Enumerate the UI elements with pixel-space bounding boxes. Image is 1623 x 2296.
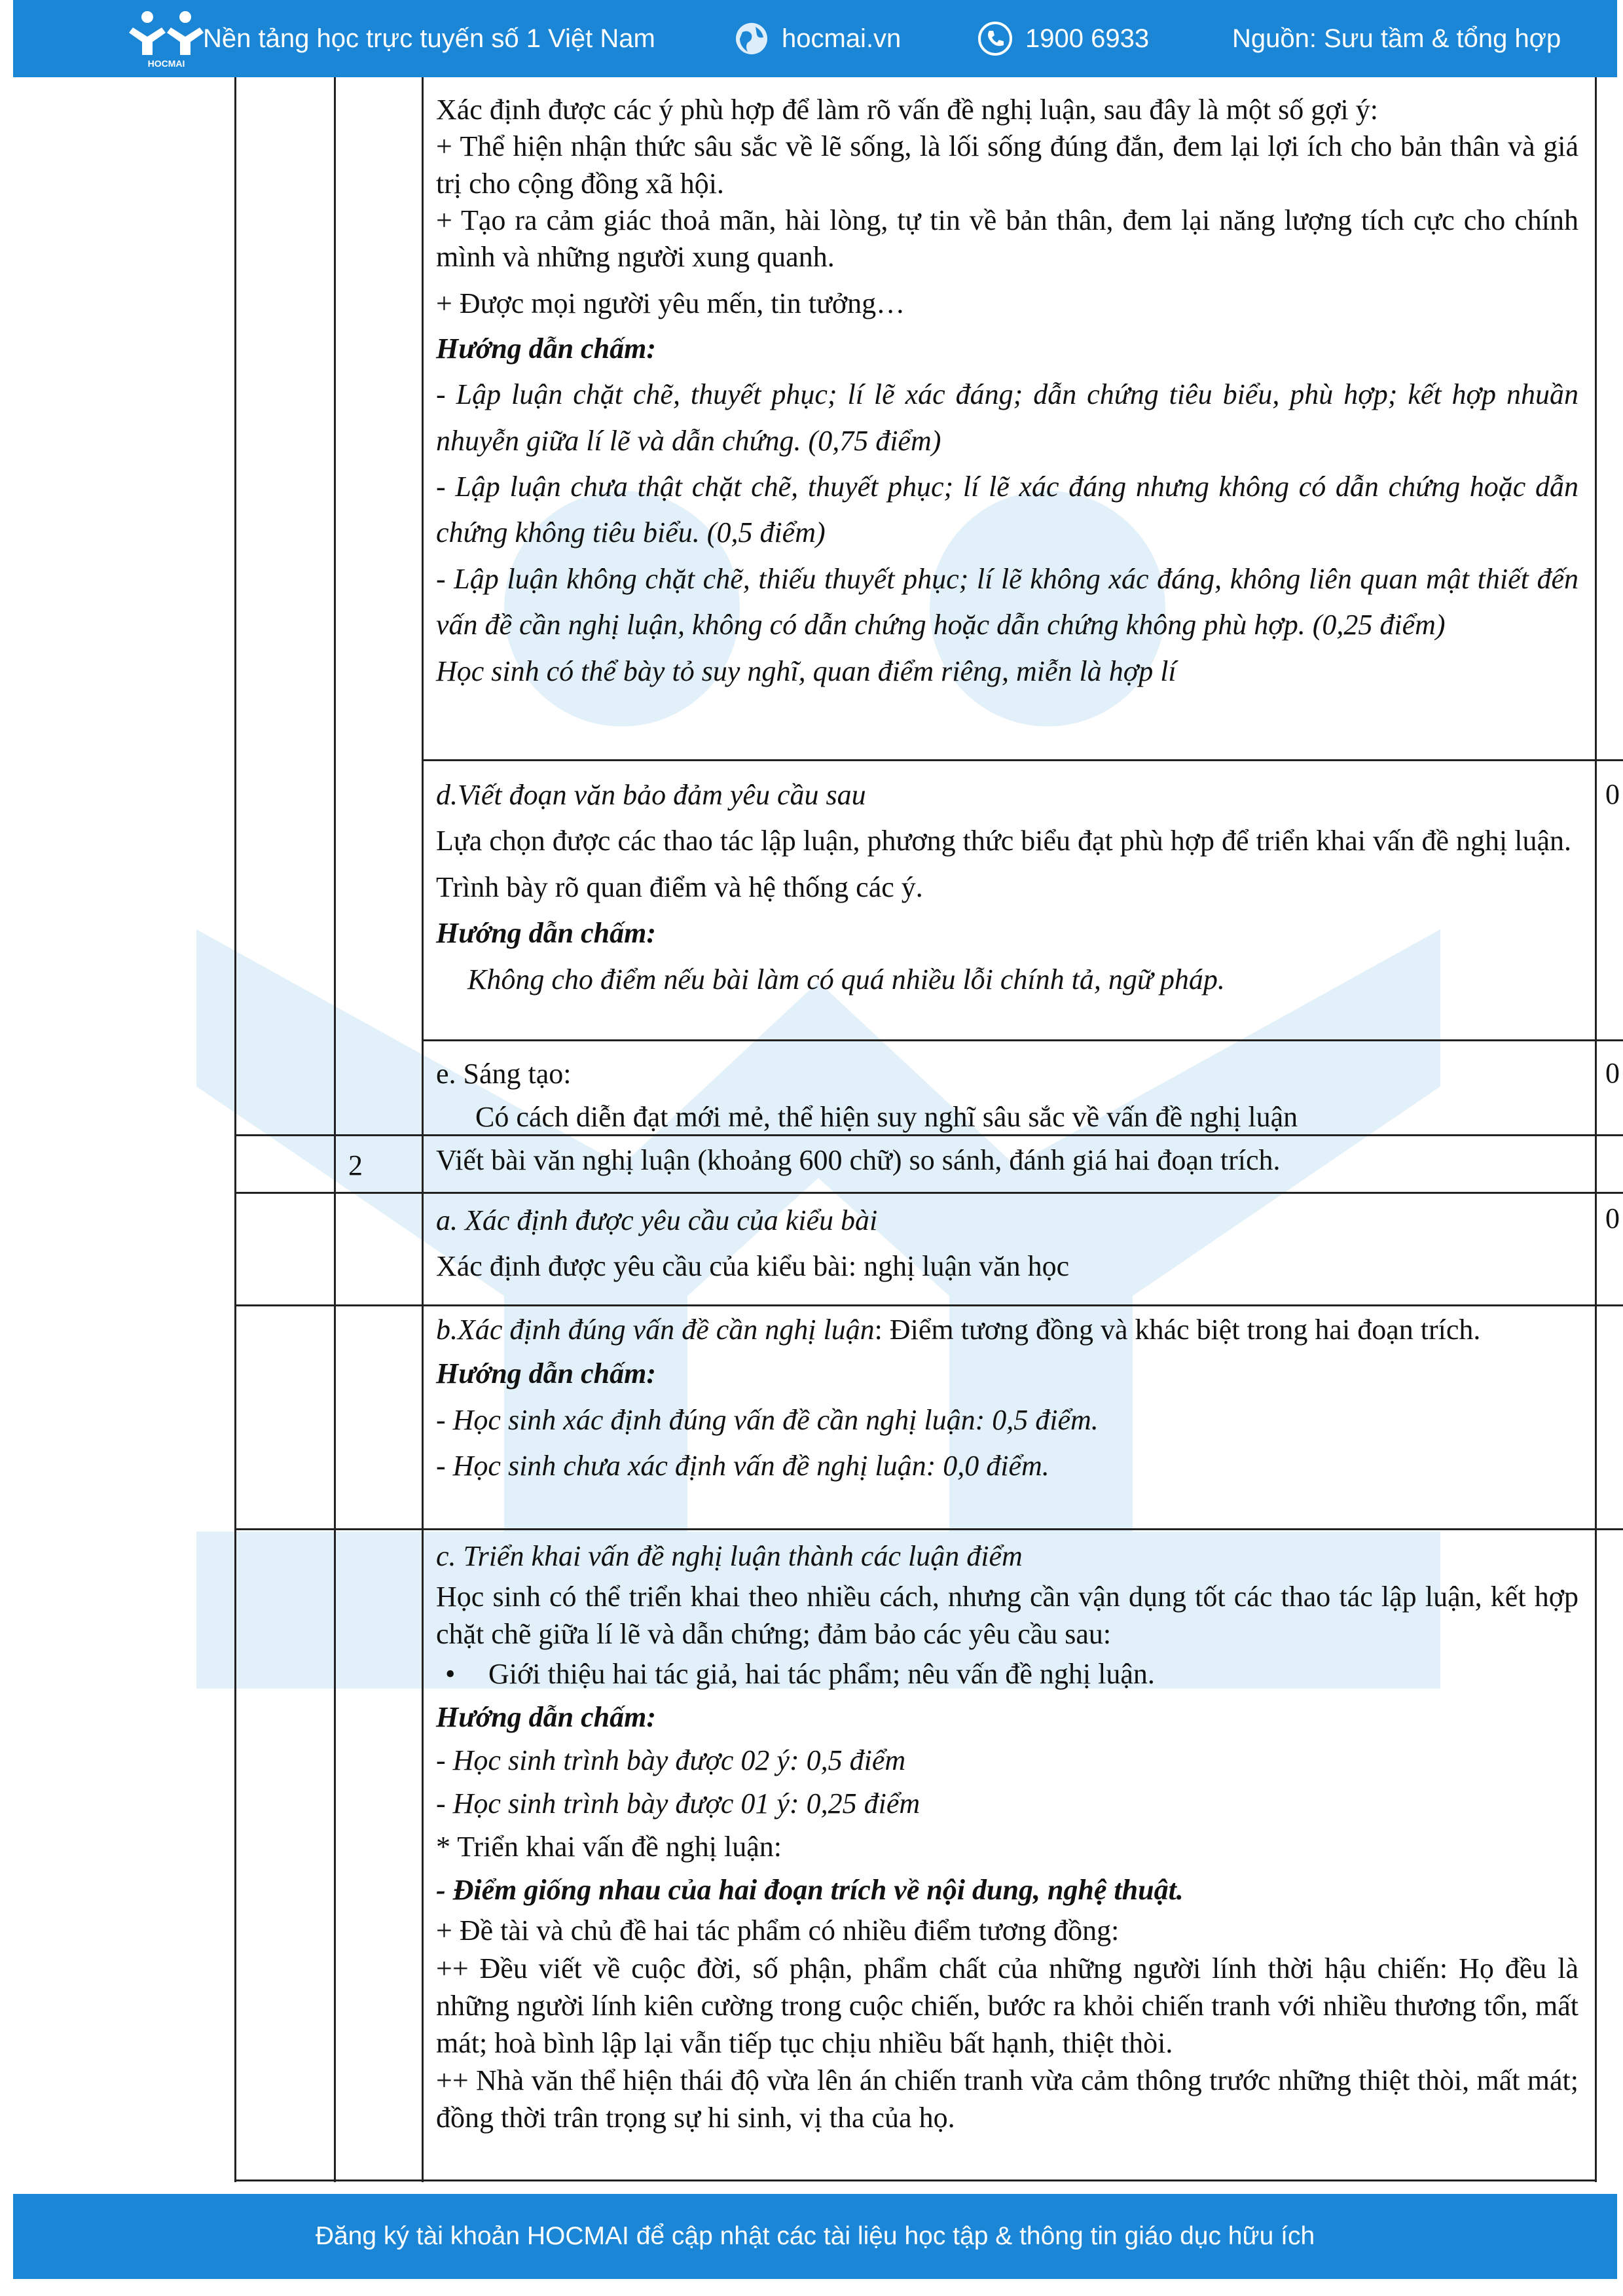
- d-text-2: Trình bày rõ quan điểm và hệ thống các ý.: [436, 870, 923, 903]
- 2c-guide-title: Hướng dẫn chấm:: [436, 1701, 657, 1734]
- 2a-score: 0: [1605, 1202, 1620, 1234]
- 2b-guide-1: - Học sinh xác định đúng vấn đề cần nghị luận: 0,5 điểm.: [436, 1403, 1099, 1436]
- cell-2a: [436, 1198, 1578, 1290]
- c-point-1: + Thể hiện nhận thức sâu sắc về lẽ sống, là lối sống đúng đắn, đem lại lợi ích cho bản thân và giá trị cho cộng đồng xã hội.: [436, 130, 1578, 200]
- question-number: 2: [348, 1149, 363, 1181]
- row-divider: [234, 1192, 1623, 1194]
- col-divider-2: [422, 77, 424, 2182]
- d-title: d.Viết đoạn văn bảo đảm yêu cầu sau: [436, 779, 866, 811]
- bullet-icon: •: [445, 1658, 456, 1691]
- c-guide-2: - Lập luận chưa thật chặt chẽ, thuyết phục; lí lẽ xác đáng nhưng không có dẫn chứng hoặc dẫn chứng không tiêu biểu. (0,5 điểm): [436, 471, 1578, 549]
- footer-text[interactable]: Đăng ký tài khoản HOCMAI để cập nhật các tài liệu học tập & thông tin giáo dục hữu ích: [315, 2222, 1315, 2250]
- 2c-text-6: ++ Nhà văn thể hiện thái độ vừa lên án chiến tranh vừa cảm thông trước những thiệt thòi, mất mát; đồng thời trân trọng sự hi sinh, vị tha của họ.: [436, 2064, 1578, 2134]
- 2c-title: c. Triển khai vấn đề nghị luận thành các luận điểm: [436, 1540, 1023, 1572]
- 2c-text-5: ++ Đều viết về cuộc đời, số phận, phẩm chất của những người lính thời hậu chiến: Họ đều là những người lính kiên cường trong cuộc chiến, bước ra khỏi chiến tranh với nhiều thương tổn, mất mát; hoà bình lập lại vẫn tiếp tục chịu nhiều bất hạnh, thiệt thòi.: [436, 1952, 1578, 2059]
- row-divider: [422, 1039, 1623, 1041]
- d-text-1: Lựa chọn được các thao tác lập luận, phương thức biểu đạt phù hợp để triển khai vấn đề nghị luận.: [436, 825, 1572, 857]
- d-guide-title: Hướng dẫn chấm:: [436, 917, 657, 950]
- website-item[interactable]: [733, 0, 901, 77]
- 2b-guide-2: - Học sinh chưa xác định vấn đề nghị luận: 0,0 điểm.: [436, 1450, 1049, 1482]
- 2b-title: [436, 1312, 1578, 1348]
- cell-c-continued: [436, 92, 1578, 694]
- 2c-bullet-1: [436, 1653, 1578, 1696]
- phone-label[interactable]: 1900 6933: [1025, 24, 1150, 53]
- c-guide-3: - Lập luận không chặt chẽ, thiếu thuyết phục; lí lẽ không xác đáng, không liên quan mật thiết đến vấn đề cần nghị luận, không có dẫn chứng hoặc dẫn chứng không phù hợp. (0,25 điểm): [436, 562, 1578, 641]
- phone-item[interactable]: [977, 0, 1149, 77]
- table-bottom-border: [234, 2179, 1597, 2181]
- source-label: Nguồn: Sưu tầm & tổng hợp: [1232, 24, 1561, 53]
- 2c-text-2: * Triển khai vấn đề nghị luận:: [436, 1831, 782, 1863]
- cell-d: [436, 772, 1578, 1003]
- logo-wordmark: HOCMAI: [147, 58, 185, 69]
- 2c-text-3: - Điểm giống nhau của hai đoạn trích về nội dung, nghệ thuật.: [436, 1874, 1184, 1907]
- row-divider: [234, 1304, 1623, 1306]
- phone-icon: [977, 20, 1013, 57]
- 2a-title: a. Xác định được yêu cầu của kiểu bài: [436, 1204, 878, 1236]
- 2b-title-italic: b.Xác định đúng vấn đề cần nghị luận: [436, 1314, 875, 1346]
- cell-e: [436, 1052, 1578, 1139]
- hocmai-logo: [128, 8, 205, 69]
- e-score: 0: [1605, 1057, 1620, 1089]
- row-divider: [234, 1528, 1623, 1530]
- col-divider-3: [1595, 77, 1597, 2182]
- 2c-text-1: Học sinh có thể triển khai theo nhiều cách, nhưng cần vận dụng tốt các thao tác lập luận, kết hợp chặt chẽ giữa lí lẽ và dẫn chứng; đảm bảo các yêu cầu sau:: [436, 1581, 1578, 1651]
- 2b-title-rest: : Điểm tương đồng và khác biệt trong hai đoạn trích.: [874, 1314, 1481, 1346]
- top-banner: [13, 0, 1617, 77]
- slogan: Nền tảng học trực tuyến số 1 Việt Nam: [203, 24, 655, 53]
- c-guide-1: - Lập luận chặt chẽ, thuyết phục; lí lẽ xác đáng; dẫn chứng tiêu biểu, phù hợp; kết hợp nhuần nhuyễn giữa lí lẽ và dẫn chứng. (0,75 điểm): [436, 378, 1578, 457]
- cell-2b: [436, 1312, 1578, 1489]
- col-divider-1: [334, 77, 336, 2182]
- table-left-border: [234, 77, 236, 2182]
- row-divider: [422, 759, 1623, 761]
- q2-title: Viết bài văn nghị luận (khoảng 600 chữ) so sánh, đánh giá hai đoạn trích.: [436, 1144, 1281, 1176]
- bottom-banner[interactable]: [13, 2194, 1617, 2279]
- 2c-bullet-text: Giới thiệu hai tác giả, hai tác phẩm; nêu vấn đề nghị luận.: [488, 1658, 1155, 1691]
- website-label[interactable]: hocmai.vn: [782, 24, 902, 53]
- cell-2c: [436, 1535, 1578, 2137]
- 2c-guide-1: - Học sinh trình bày được 02 ý: 0,5 điểm: [436, 1744, 906, 1777]
- c-point-2: + Tạo ra cảm giác thoả mãn, hài lòng, tự tin về bản thân, đem lại năng lượng tích cực cho chính mình và những người xung quanh.: [436, 204, 1578, 274]
- c-guide-4: Học sinh có thể bày tỏ suy nghĩ, quan điểm riêng, miễn là hợp lí: [436, 655, 1176, 687]
- d-guide-1: Không cho điểm nếu bài làm có quá nhiều lỗi chính tả, ngữ pháp.: [467, 963, 1225, 996]
- 2c-text-4: + Đề tài và chủ đề hai tác phẩm có nhiều điểm tương đồng:: [436, 1914, 1120, 1947]
- 2c-guide-2: - Học sinh trình bày được 01 ý: 0,25 điểm: [436, 1787, 921, 1820]
- 2a-text: Xác định được yêu cầu của kiểu bài: nghị luận văn học: [436, 1250, 1070, 1283]
- 2b-guide-title: Hướng dẫn chấm:: [436, 1357, 657, 1390]
- globe-icon: [733, 20, 770, 57]
- c-guide-title: Hướng dẫn chấm:: [436, 332, 657, 365]
- c-point-3: + Được mọi người yêu mến, tin tưởng…: [436, 287, 905, 319]
- d-score: 0: [1605, 778, 1620, 810]
- c-intro: Xác định được các ý phù hợp để làm rõ vấn đề nghị luận, sau đây là một số gợi ý:: [436, 94, 1378, 126]
- e-text: Có cách diễn đạt mới mẻ, thể hiện suy nghĩ sâu sắc về vấn đề nghị luận: [475, 1101, 1298, 1133]
- e-title: e. Sáng tạo:: [436, 1058, 572, 1090]
